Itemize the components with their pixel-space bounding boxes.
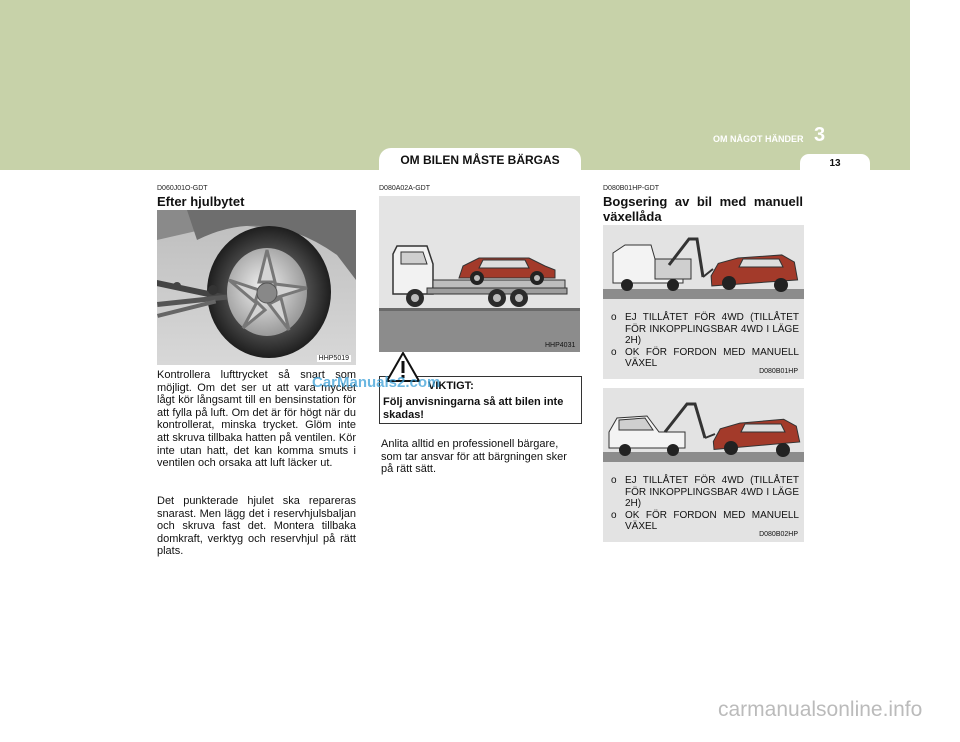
panel-2-label: D080B02HP <box>759 531 798 538</box>
header-band <box>0 0 910 170</box>
middle-paragraph: Anlita alltid en professionell bärgare, som tar ansvar för att bärgningen sker på rätt sätt. <box>381 438 567 476</box>
right-heading: Bogsering av bil med manuell växellåda <box>603 194 803 224</box>
panel-1-label: D080B01HP <box>759 368 798 375</box>
panel-2-bullet-1: o EJ TILLÅTET FÖR 4WD (TILLÅTET FÖR INKOPPLINGSBAR 4WD I LÄGE 2H) <box>611 475 799 509</box>
towing-panel-2 <box>603 388 804 542</box>
wheel-illustration <box>157 210 356 365</box>
left-paragraph-1: Kontrollera lufttrycket så snart som möjligt. Om det ser ut att vara mycket lågt kör långsamt till en bensinstation för att fylla på luft. Om det är för högt när du kontrollerat, minska trycket. Glöm inte att skruva tillbaka hatten på ventilen. Kör inte utan hatt, det kan komma smuts i ventilen och orsaka att luft läcker ut. <box>157 369 356 470</box>
chapter-title: OM NÅGOT HÄNDER <box>713 134 804 144</box>
page-number: 13 <box>800 154 870 172</box>
panel-1-bullets <box>611 312 799 370</box>
tire-change-figure <box>157 210 356 365</box>
chapter-number: 3 <box>814 124 826 146</box>
warning-title: VIKTIGT: <box>428 380 474 392</box>
tow-truck-figure <box>379 196 580 352</box>
left-heading: Efter hjulbytet <box>157 194 245 209</box>
left-section-code: D060J01O-GDT <box>157 185 208 192</box>
section-title: OM BILEN MÅSTE BÄRGAS <box>379 148 581 172</box>
figure-label-hhp5019: HHP5019 <box>318 355 349 362</box>
panel-1-bullet-2: o OK FÖR FORDON MED MANUELL VÄXEL <box>611 346 799 369</box>
wheel-lift-tow-illustration <box>603 225 804 305</box>
panel-2-bullet-2: o OK FÖR FORDON MED MANUELL VÄXEL <box>611 509 799 532</box>
middle-section-code: D080A02A-GDT <box>379 185 430 192</box>
left-paragraph-2: Det punkterade hjulet ska repareras snarast. Men lägg det i reservhjulsbaljan och skruva fast det. Montera tillbaka domkraft, verktyg och reservhjul på rätt plats. <box>157 495 356 558</box>
panel-1-bullet-1: o EJ TILLÅTET FÖR 4WD (TILLÅTET FÖR INKOPPLINGSBAR 4WD I LÄGE 2H) <box>611 312 799 346</box>
dolly-tow-illustration <box>603 388 804 468</box>
watermark-carmanuals2: CarManuals2.com <box>312 374 441 391</box>
warning-text: Följ anvisningarna så att bilen inte skadas! <box>383 396 564 421</box>
towing-panel-1 <box>603 225 804 379</box>
flatbed-truck-illustration <box>379 196 580 352</box>
right-section-code: D080B01HP-GDT <box>603 185 660 192</box>
watermark-carmanualsonline: carmanualsonline.info <box>718 698 923 721</box>
figure-label-hhp4031: HHP4031 <box>545 342 576 349</box>
panel-2-bullets <box>611 475 799 533</box>
